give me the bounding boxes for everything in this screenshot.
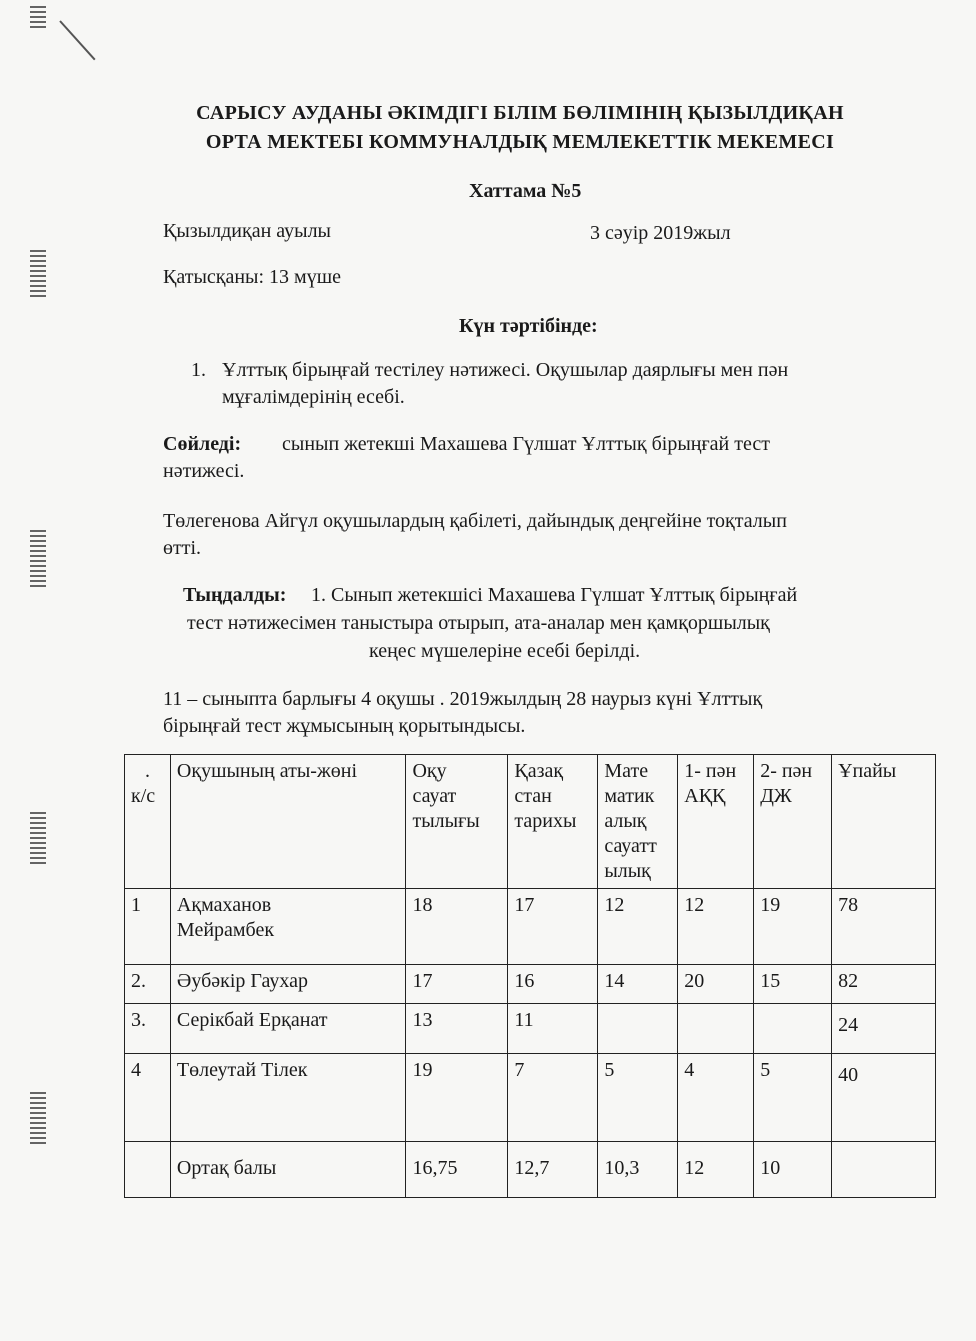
cell-subject2: 10 — [754, 1142, 832, 1198]
col-header-reading: Оқу сауат тылығы — [406, 755, 508, 889]
scan-edge-mark — [30, 250, 46, 298]
cell-math — [598, 1004, 678, 1054]
listened-label: Тыңдалды: — [183, 584, 287, 606]
listened-line2: тест нәтижесімен таныстыра отырып, ата-аналар мен қамқоршылық — [187, 612, 770, 634]
scan-edge-mark — [30, 530, 46, 590]
date-text: 3 сәуір 2019жыл — [590, 222, 731, 244]
cell-history: 17 — [508, 889, 598, 965]
scan-stray-line — [59, 20, 95, 60]
scan-edge-mark — [30, 1092, 46, 1144]
table-row — [125, 889, 936, 965]
protocol-title: Хаттама №5 — [469, 180, 582, 202]
cell-history: 11 — [508, 1004, 598, 1054]
cell-subject2: 15 — [754, 965, 832, 1004]
col-header-subject2: 2- пән ДЖ — [754, 755, 832, 889]
cell-reading: 16,75 — [406, 1142, 508, 1198]
cell-score — [832, 1142, 936, 1198]
agenda-title: Күн тәртібінде: — [459, 315, 598, 337]
results-table — [124, 754, 936, 1198]
cell-number: 3. — [125, 1004, 171, 1054]
scan-edge-mark — [30, 6, 46, 28]
institution-header-line1: САРЫСУ АУДАНЫ ӘКІМДІГІ БІЛІМ БӨЛІМІНІҢ ҚЫЗЫЛДИҚАН — [196, 102, 844, 124]
institution-header-line2: ОРТА МЕКТЕБІ КОММУНАЛДЫҚ МЕМЛЕКЕТТІК МЕКЕМЕСІ — [205, 131, 835, 153]
listened-line1: 1. Сынып жетекшісі Махашева Гүлшат Ұлттық бірыңғай — [311, 584, 798, 606]
attendance-text: Қатысқаны: 13 мүше — [163, 266, 341, 288]
col-header-name: Оқушының аты-жөні — [170, 755, 406, 889]
cell-score: 24 — [832, 1004, 936, 1054]
cell-history: 7 — [508, 1054, 598, 1142]
cell-math: 14 — [598, 965, 678, 1004]
cell-subject1: 4 — [678, 1054, 754, 1142]
col-header-history: Қазақ стан тарихы — [508, 755, 598, 889]
intro-line2: бірыңғай тест жұмысының қорытындысы. — [163, 715, 526, 737]
cell-subject2 — [754, 1004, 832, 1054]
listened-line3: кеңес мүшелеріне есебі берілді. — [369, 640, 641, 662]
cell-score: 78 — [832, 889, 936, 965]
cell-score: 82 — [832, 965, 936, 1004]
second-speaker-line2: өтті. — [163, 537, 202, 559]
scan-edge-mark — [30, 812, 46, 864]
cell-number — [125, 1142, 171, 1198]
col-header-subject1: 1- пән АҚҚ — [678, 755, 754, 889]
agenda-item-line1: Ұлттық бірыңғай тестілеу нәтижесі. Оқушылар даярлығы мен пән — [222, 359, 789, 381]
cell-subject2: 19 — [754, 889, 832, 965]
col-header-number: . к/с — [125, 755, 171, 889]
cell-reading: 13 — [406, 1004, 508, 1054]
cell-math: 12 — [598, 889, 678, 965]
cell-number: 1 — [125, 889, 171, 965]
cell-score: 40 — [832, 1054, 936, 1142]
col-header-score: Ұпайы — [832, 755, 936, 889]
cell-name: Төлеутай Тілек — [170, 1054, 406, 1142]
cell-number: 4 — [125, 1054, 171, 1142]
cell-reading: 18 — [406, 889, 508, 965]
cell-math: 10,3 — [598, 1142, 678, 1198]
table-header-row — [125, 755, 936, 889]
cell-history: 12,7 — [508, 1142, 598, 1198]
col-header-math: Мате матик алық сауатт ылық — [598, 755, 678, 889]
table-row — [125, 1004, 936, 1054]
cell-math: 5 — [598, 1054, 678, 1142]
agenda-item-number: 1. — [191, 359, 206, 381]
cell-subject1: 12 — [678, 889, 754, 965]
table-row — [125, 965, 936, 1004]
cell-subject1: 12 — [678, 1142, 754, 1198]
table-row — [125, 1054, 936, 1142]
spoke-line2: нәтижесі. — [163, 460, 245, 482]
table-average-row — [125, 1142, 936, 1198]
agenda-item-line2: мұғалімдерінің есебі. — [222, 386, 405, 408]
cell-history: 16 — [508, 965, 598, 1004]
place-text: Қызылдиқан ауылы — [163, 220, 331, 242]
intro-line1: 11 – сыныпта барлығы 4 оқушы . 2019жылдың 28 наурыз күні Ұлттық — [163, 688, 763, 710]
cell-average-label: Ортақ балы — [170, 1142, 406, 1198]
second-speaker-line1: Төлегенова Айгүл оқушылардың қабілеті, дайындық деңгейіне тоқталып — [163, 510, 787, 532]
cell-subject1: 20 — [678, 965, 754, 1004]
spoke-label: Сөйледі: — [163, 433, 242, 455]
cell-name: Серікбай Ерқанат — [170, 1004, 406, 1054]
cell-number: 2. — [125, 965, 171, 1004]
cell-name: Әубәкір Гаухар — [170, 965, 406, 1004]
cell-reading: 19 — [406, 1054, 508, 1142]
cell-subject1 — [678, 1004, 754, 1054]
cell-name: Ақмаханов Мейрамбек — [170, 889, 406, 965]
spoke-line1: сынып жетекші Махашева Гүлшат Ұлттық бірыңғай тест — [282, 433, 770, 455]
cell-subject2: 5 — [754, 1054, 832, 1142]
cell-reading: 17 — [406, 965, 508, 1004]
